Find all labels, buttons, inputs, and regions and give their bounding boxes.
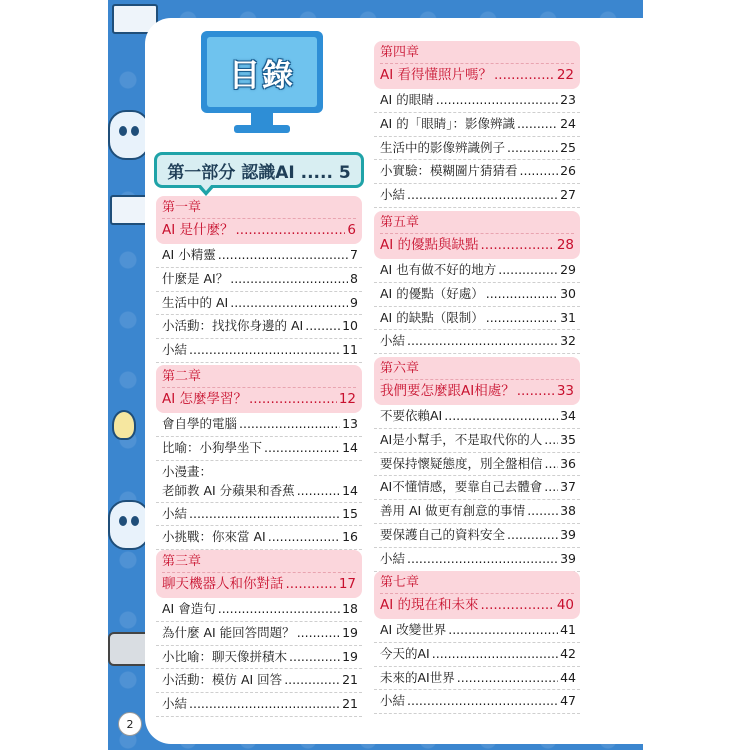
entry-page: 29 xyxy=(560,262,576,277)
entry-page: 39 xyxy=(560,526,576,542)
chapter-title: 聊天機器人和你對話 xyxy=(162,576,284,592)
chapter-page: 28 xyxy=(556,237,574,253)
toc-entry[interactable] xyxy=(374,259,580,283)
dot-leader xyxy=(481,594,555,616)
chapter-page: 6 xyxy=(347,222,356,238)
chapter-6 xyxy=(374,357,580,572)
dot-leader xyxy=(498,259,558,282)
dot-leader xyxy=(517,380,555,402)
toc-entry[interactable] xyxy=(156,268,362,292)
entry-page: 19 xyxy=(342,624,358,640)
banner-pointer-inner xyxy=(200,184,212,191)
dot-leader xyxy=(264,437,340,460)
entry-text: 小比喻：聊天像拼積木 xyxy=(162,648,288,664)
dot-leader xyxy=(218,598,340,621)
chapter-title-row xyxy=(162,572,356,595)
page-title: 目錄 xyxy=(207,37,317,107)
chapter-title: AI 的優點與缺點 xyxy=(380,237,479,253)
entry-text: 小挑戰：你來當 AI xyxy=(162,529,266,545)
entry-page: 38 xyxy=(560,503,576,519)
chapter-title-row xyxy=(380,233,574,256)
entry-page: 19 xyxy=(342,648,358,664)
dot-leader xyxy=(230,292,348,315)
dot-leader xyxy=(486,307,558,330)
toc-entry[interactable] xyxy=(156,646,362,670)
chapter-title: AI 是什麼？ xyxy=(162,222,234,238)
chapter-label: 第二章 xyxy=(162,369,202,384)
chapter-label: 第七章 xyxy=(380,575,420,590)
dot-leader xyxy=(544,429,558,452)
chapter-header[interactable] xyxy=(156,365,362,413)
page-number: 2 xyxy=(118,712,142,736)
entry-page: 39 xyxy=(560,550,576,566)
dot-leader xyxy=(297,481,340,500)
entry-page: 16 xyxy=(342,529,358,545)
dot-leader xyxy=(284,669,340,692)
entry-page: 11 xyxy=(342,342,358,358)
dot-leader xyxy=(527,500,558,523)
entry-text: 什麼是 AI？ xyxy=(162,270,229,286)
entry-page: 36 xyxy=(560,455,576,471)
toc-entry[interactable] xyxy=(156,437,362,461)
dot-leader xyxy=(448,619,558,642)
entry-page: 44 xyxy=(560,669,576,685)
entry-text: 比喻：小狗學坐下 xyxy=(162,439,263,455)
dot-leader xyxy=(481,234,555,256)
toc-entry[interactable] xyxy=(374,619,580,643)
chapter-label: 第六章 xyxy=(380,361,420,376)
chapter-header[interactable] xyxy=(374,41,580,89)
toc-entry[interactable] xyxy=(156,526,362,550)
dot-leader xyxy=(239,413,340,436)
entry-text: 小實驗：模糊圖片猜猜看 xyxy=(380,163,518,179)
chapter-page: 17 xyxy=(338,576,356,592)
monitor-screen xyxy=(201,31,323,113)
toc-entry[interactable] xyxy=(156,292,362,316)
toc-entry[interactable] xyxy=(374,476,580,500)
entry-text: 今天的AI xyxy=(380,645,430,661)
dot-leader xyxy=(268,526,340,549)
entry-page: 47 xyxy=(560,693,576,709)
dot-leader xyxy=(507,524,558,547)
dot-leader xyxy=(444,405,558,428)
entry-text: 要保護自己的資料安全 xyxy=(380,526,506,542)
dot-leader xyxy=(436,89,558,112)
dot-leader xyxy=(494,64,555,86)
entry-page: 18 xyxy=(342,601,358,616)
chapter-page: 40 xyxy=(556,597,574,613)
toc-entry[interactable] xyxy=(374,405,580,429)
entry-page: 21 xyxy=(342,672,358,688)
entry-text: 小漫畫： xyxy=(162,463,213,479)
dot-leader xyxy=(230,268,348,291)
entry-text: 為什麼 AI 能回答問題？ xyxy=(162,624,295,640)
dot-leader xyxy=(432,643,558,666)
chapter-header[interactable] xyxy=(156,550,362,598)
toc-entry[interactable] xyxy=(156,598,362,622)
entry-text: 生活中的影像辨識例子 xyxy=(380,139,506,155)
lightbulb-icon xyxy=(112,410,136,440)
entry-text: 小結 xyxy=(380,333,406,349)
chapter-title-row xyxy=(380,379,574,402)
part-label: 第一部分 認識AI ..... 5 xyxy=(167,162,351,183)
entry-page: 14 xyxy=(342,482,358,498)
toc-entry[interactable] xyxy=(156,315,362,339)
entry-text: AI 的眼睛 xyxy=(380,92,434,107)
entry-page: 27 xyxy=(560,187,576,203)
toc-entry[interactable] xyxy=(156,693,362,717)
dot-leader xyxy=(407,690,558,713)
toc-entry[interactable] xyxy=(156,503,362,527)
dot-leader xyxy=(507,137,558,160)
entry-page: 32 xyxy=(560,333,576,349)
monitor-neck xyxy=(251,113,273,125)
entry-text: 要保持懷疑態度，別全盤相信 xyxy=(380,455,543,471)
dot-leader xyxy=(305,315,340,338)
dot-leader xyxy=(486,283,558,306)
chapter-label: 第一章 xyxy=(162,200,202,215)
toc-entry[interactable] xyxy=(374,113,580,137)
chapter-label: 第三章 xyxy=(162,554,202,569)
toc-entry[interactable] xyxy=(156,244,362,268)
chapter-label: 第五章 xyxy=(380,215,420,230)
entry-page: 9 xyxy=(350,294,358,310)
chapter-header[interactable] xyxy=(374,571,580,619)
entry-text: 小結 xyxy=(162,696,188,712)
entry-text: 小活動：模仿 AI 回答 xyxy=(162,672,283,688)
entry-text: 小結 xyxy=(162,342,188,358)
chapter-title: AI 的現在和未來 xyxy=(380,597,479,613)
toc-entry[interactable] xyxy=(374,643,580,667)
dot-leader xyxy=(236,219,346,241)
chapter-title-row xyxy=(162,387,356,410)
chapter-1 xyxy=(156,196,362,363)
dot-leader xyxy=(249,388,337,410)
chapter-title: 我們要怎麼跟AI相處？ xyxy=(380,383,515,399)
chapter-label: 第四章 xyxy=(380,45,420,60)
entry-text-continued: 老師教 AI 分蘋果和香蕉 xyxy=(162,482,295,498)
dot-leader xyxy=(407,330,558,353)
toc-entry[interactable] xyxy=(374,137,580,161)
entry-text: 小結 xyxy=(162,505,188,521)
toc-entry[interactable] xyxy=(156,622,362,646)
toc-entry[interactable] xyxy=(374,330,580,354)
entry-page: 26 xyxy=(560,163,576,179)
toc-entry[interactable] xyxy=(374,184,580,208)
toc-entry[interactable] xyxy=(374,690,580,714)
dot-leader xyxy=(520,160,559,183)
entry-text: 小結 xyxy=(380,550,406,566)
title-monitor xyxy=(201,31,323,137)
dot-leader xyxy=(189,503,340,526)
chapter-4 xyxy=(374,41,580,208)
entry-page: 34 xyxy=(560,408,576,423)
dot-leader xyxy=(407,548,558,571)
entry-text: AI 改變世界 xyxy=(380,622,447,637)
entry-text: 不要依賴AI xyxy=(380,408,443,423)
dot-leader xyxy=(517,113,558,136)
chapter-page: 12 xyxy=(338,391,356,407)
toc-entry[interactable] xyxy=(374,500,580,524)
dot-leader xyxy=(289,646,340,669)
dot-leader xyxy=(407,184,558,207)
entry-page: 42 xyxy=(560,645,576,661)
entry-page: 15 xyxy=(342,505,358,521)
entry-page: 41 xyxy=(560,622,576,637)
entry-text: AI 的缺點（限制） xyxy=(380,309,484,325)
toc-entry[interactable] xyxy=(156,339,362,363)
entry-text: AI 也有做不好的地方 xyxy=(380,262,497,277)
entry-page: 35 xyxy=(560,431,576,447)
dot-leader xyxy=(545,453,559,476)
entry-page: 7 xyxy=(350,247,358,262)
chapter-header[interactable] xyxy=(156,196,362,244)
toc-entry[interactable] xyxy=(374,453,580,477)
entry-page: 13 xyxy=(342,416,358,431)
entry-text: 善用 AI 做更有創意的事情 xyxy=(380,503,526,519)
entry-text: 小活動：找找你身邊的 AI xyxy=(162,318,304,334)
robot-icon xyxy=(108,110,150,160)
toc-entry[interactable] xyxy=(374,283,580,307)
entry-text: 小結 xyxy=(380,693,406,709)
dot-leader xyxy=(457,667,558,690)
toc-entry[interactable] xyxy=(374,667,580,691)
entry-page: 21 xyxy=(342,696,358,712)
chapter-title-row xyxy=(162,218,356,241)
robot-icon xyxy=(108,500,150,550)
dot-leader xyxy=(297,622,340,645)
dot-leader xyxy=(189,693,340,716)
dot-leader xyxy=(218,244,348,267)
entry-page: 30 xyxy=(560,285,576,301)
entry-text: 小結 xyxy=(380,187,406,203)
chapter-page: 22 xyxy=(556,67,574,83)
toc-entry[interactable] xyxy=(156,461,362,503)
entry-text: AI不懂情感，要靠自己去體會 xyxy=(380,479,543,495)
entry-text: AI 的優點（好處） xyxy=(380,285,484,301)
entry-text: AI是小幫手，不是取代你的人 xyxy=(380,431,543,447)
monitor-base xyxy=(234,125,290,133)
toc-entry[interactable] xyxy=(374,548,580,572)
entry-page: 8 xyxy=(350,270,358,286)
dot-leader xyxy=(544,476,558,499)
dot-leader xyxy=(286,573,337,595)
entry-page: 37 xyxy=(560,479,576,495)
entry-text: AI 會造句 xyxy=(162,601,216,616)
chapter-title: AI 看得懂照片嗎？ xyxy=(380,67,493,83)
entry-page: 25 xyxy=(560,139,576,155)
chapter-title-row xyxy=(380,593,574,616)
chapter-header[interactable] xyxy=(374,357,580,405)
toc-entry[interactable] xyxy=(374,89,580,113)
chapter-header[interactable] xyxy=(374,211,580,259)
chapter-5 xyxy=(374,211,580,354)
chapter-7 xyxy=(374,571,580,714)
entry-text: AI 的「眼睛」：影像辨識 xyxy=(380,115,515,131)
chapter-title-row xyxy=(380,63,574,86)
entry-text: AI 小精靈 xyxy=(162,247,216,262)
entry-page: 14 xyxy=(342,439,358,455)
chapter-2 xyxy=(156,365,362,550)
entry-second-line xyxy=(162,481,358,500)
toc-entry[interactable] xyxy=(374,160,580,184)
dot-leader xyxy=(189,339,340,362)
part-banner xyxy=(154,152,364,188)
entry-page: 23 xyxy=(560,92,576,107)
toc-entry[interactable] xyxy=(156,413,362,437)
entry-text: 生活中的 AI xyxy=(162,294,229,310)
entry-page: 24 xyxy=(560,115,576,131)
toc-entry[interactable] xyxy=(374,524,580,548)
chapter-title: AI 怎麼學習？ xyxy=(162,391,248,407)
toc-entry[interactable] xyxy=(374,307,580,331)
entry-text: 未來的AI世界 xyxy=(380,669,455,685)
chapter-3 xyxy=(156,550,362,717)
chapter-page: 33 xyxy=(556,383,574,399)
toc-entry[interactable] xyxy=(156,669,362,693)
entry-page: 31 xyxy=(560,309,576,325)
entry-page: 10 xyxy=(342,318,358,334)
entry-text: 會自學的電腦 xyxy=(162,416,238,431)
toc-entry[interactable] xyxy=(374,429,580,453)
